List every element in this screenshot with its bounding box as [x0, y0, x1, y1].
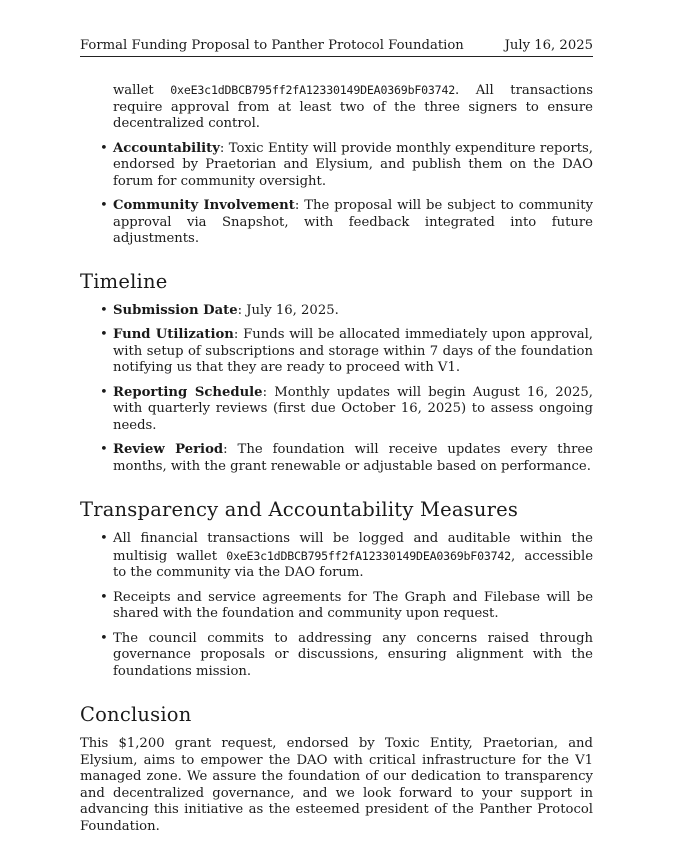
- timeline-list: [80, 303, 593, 476]
- section-heading-timeline: Timeline: [80, 269, 168, 293]
- item-term: Fund Utilization: [113, 327, 234, 342]
- bullet-glyph: •: [100, 630, 108, 646]
- wallet-address: 0xeE3c1dDBCB795ff2fA12330149DEA0369bF03742: [170, 83, 456, 97]
- conclusion-paragraph: This $1,200 grant request, endorsed by Toxic Entity, Praetorian, and Elysium, aims to empower the DAO with critical infrastructure for the V1 managed zone. We assure the foundation of our dedication to transparency and decentralized governance, and we look forward to your support in advancing this initiative as the esteemed president of the Panther Protocol Foundation.: [80, 736, 593, 834]
- list-item-review-period: [80, 442, 593, 475]
- item-text: : Monthly updates will begin August 16, 2025, with quarterly reviews (first due October 16, 2025) to assess ongoing needs.: [113, 384, 593, 433]
- bullet-glyph: •: [100, 198, 108, 213]
- item-text: : Toxic Entity will provide monthly expenditure reports, endorsed by Praetorian and Elysium, and publish them on the DAO forum for community oversight.: [113, 140, 593, 189]
- bullet-glyph: •: [100, 140, 108, 156]
- bullet-glyph: •: [100, 327, 108, 342]
- list-item-transactions-logged: [80, 531, 593, 582]
- list-item-accountability: [80, 141, 593, 191]
- list-item-submission-date: [80, 303, 593, 320]
- section-heading-conclusion: Conclusion: [80, 703, 192, 726]
- wallet-address: 0xeE3c1dDBCB795ff2fA12330149DEA0369bF03742: [226, 548, 511, 563]
- list-item-reporting-schedule: [80, 385, 593, 435]
- item-text: : The foundation will receive updates every three months, with the grant renewable or adjustable based on performance.: [113, 442, 593, 474]
- item-term: Accountability: [113, 140, 220, 156]
- item-text: Receipts and service agreements for The Graph and Filebase will be shared with the foundation and community upon request.: [113, 589, 593, 621]
- item-term: Submission Date: [113, 302, 238, 318]
- document-body: [80, 82, 593, 835]
- item-text: , accessible to the community via the DAO forum.: [113, 548, 593, 580]
- bullet-glyph: •: [100, 442, 108, 457]
- header-title: Formal Funding Proposal to Panther Protocol Foundation: [80, 38, 464, 53]
- governance-list: [80, 141, 593, 248]
- bullet-glyph: •: [100, 302, 108, 318]
- bullet-glyph: •: [100, 589, 108, 605]
- list-item-receipts: [80, 590, 593, 623]
- wallet-suffix-text: . All transactions require approval from at least two of the three signers to ensure decentralized control.: [113, 83, 593, 131]
- item-term: Review Period: [113, 442, 224, 457]
- governance-continued-paragraph: [113, 82, 593, 133]
- bullet-glyph: •: [100, 531, 108, 546]
- list-item-fund-utilization: [80, 327, 593, 377]
- item-term: Reporting Schedule: [113, 384, 263, 400]
- item-text: : July 16, 2025.: [237, 302, 339, 318]
- bullet-glyph: •: [100, 384, 108, 400]
- list-item-council-commits: [80, 631, 593, 681]
- transparency-list: [80, 531, 593, 680]
- section-heading-transparency: Transparency and Accountability Measures: [80, 498, 519, 521]
- item-term: Community Involvement: [113, 198, 295, 213]
- item-text: : The proposal will be subject to community approval via Snapshot, with feedback integrated into future adjustments.: [113, 198, 593, 246]
- item-text: : Funds will be allocated immediately upon approval, with setup of subscriptions and storage within 7 days of the foundation notifying us that they are ready to proceed with V1.: [113, 327, 593, 375]
- item-text: The council commits to addressing any concerns raised through governance proposals or discussions, ensuring alignment with the foundations mission.: [113, 630, 593, 679]
- header-date: July 16, 2025: [504, 38, 593, 53]
- list-item-community-involvement: [80, 198, 593, 248]
- item-text: All financial transactions will be logged and auditable within the multisig wallet: [113, 531, 593, 564]
- wallet-prefix-text: wallet: [113, 83, 171, 98]
- running-header: [80, 38, 593, 57]
